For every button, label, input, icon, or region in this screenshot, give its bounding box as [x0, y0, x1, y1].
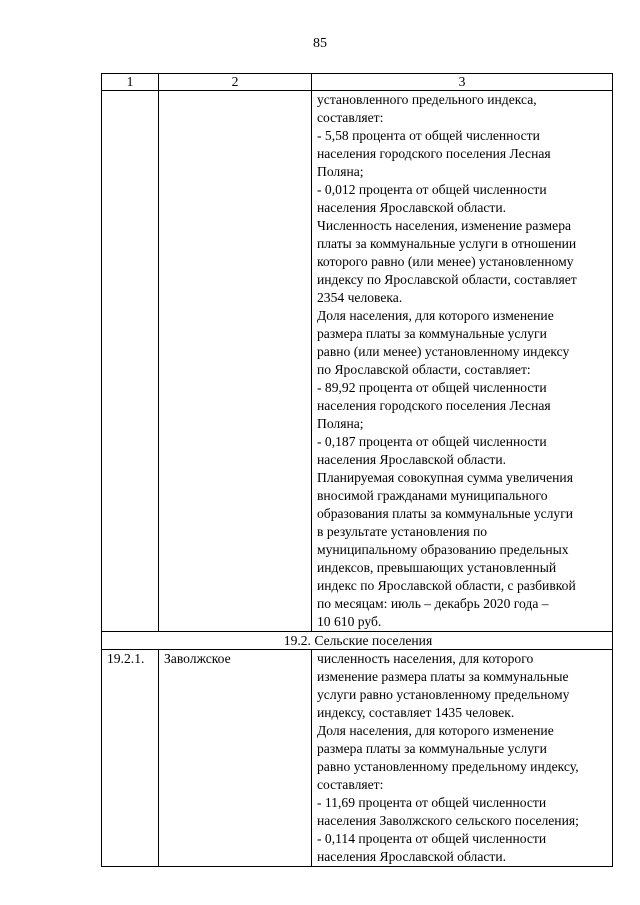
row-number-cell: [102, 91, 159, 632]
text-line: платы за коммунальные услуги в отношении: [317, 236, 577, 251]
text-line: Поляна;: [317, 164, 364, 179]
header-col-2: 2: [159, 74, 312, 91]
text-line: вносимой гражданами муниципального: [317, 488, 548, 503]
table-row-zavolzhskoe: [102, 650, 613, 867]
text-line: индексу по Ярославской области, составляет: [317, 272, 577, 287]
text-line: Доля населения, для которого изменение: [317, 723, 554, 738]
text-line: индексу, составляет 1435 человек.: [317, 705, 515, 720]
text-line: - 0,187 процента от общей численности: [317, 434, 547, 449]
text-line: - 0,114 процента от общей численности: [317, 831, 547, 846]
text-line: составляет:: [317, 777, 384, 792]
text-line: услуги равно установленному предельному: [317, 687, 570, 702]
text-line: Поляна;: [317, 416, 364, 431]
text-line: населения Ярославской области.: [317, 200, 507, 215]
text-line: индексов, превышающих установленный: [317, 560, 557, 575]
text-line: - 11,69 процента от общей численности: [317, 795, 547, 810]
text-line: населения городского поселения Лесная: [317, 398, 551, 413]
text-line: составляет:: [317, 110, 384, 125]
text-line: равно (или менее) установленному индексу: [317, 344, 570, 359]
text-line: населения городского поселения Лесная: [317, 146, 551, 161]
text-line: образования платы за коммунальные услуги: [317, 506, 574, 521]
text-line: Планируемая совокупная сумма увеличения: [317, 470, 573, 485]
section-title: 19.2. Сельские поселения: [102, 632, 613, 650]
text-line: равно установленному предельному индексу,: [317, 759, 579, 774]
text-line: населения Ярославской области.: [317, 849, 507, 864]
row-number-cell: 19.2.1.: [102, 650, 159, 867]
row-description-cell: [312, 91, 613, 632]
text-line: размера платы за коммунальные услуги: [317, 326, 547, 341]
text-line: численность населения, для которого: [317, 651, 534, 666]
text-line: 10 610 руб.: [317, 614, 382, 629]
row-name-cell: [159, 91, 312, 632]
text-line: - 0,012 процента от общей численности: [317, 182, 547, 197]
text-line: населения Ярославской области.: [317, 452, 507, 467]
text-line: 2354 человека.: [317, 290, 403, 305]
text-line: - 89,92 процента от общей численности: [317, 380, 547, 395]
text-line: - 5,58 процента от общей численности: [317, 128, 540, 143]
section-row: [102, 632, 613, 650]
text-line: в результате установления по: [317, 524, 488, 539]
text-line: установленного предельного индекса,: [317, 92, 537, 107]
header-col-3: 3: [312, 74, 613, 91]
table-header-row: [102, 74, 613, 91]
text-line: Численность населения, изменение размера: [317, 218, 572, 233]
row-name-cell: Заволжское: [159, 650, 312, 867]
data-table: [101, 73, 613, 867]
text-line: по месяцам: июль – декабрь 2020 года –: [317, 596, 549, 611]
row-description-cell: [312, 650, 613, 867]
text-line: изменение размера платы за коммунальные: [317, 669, 569, 684]
text-line: Доля населения, для которого изменение: [317, 308, 554, 323]
text-line: по Ярославской области, составляет:: [317, 362, 531, 377]
text-line: индекс по Ярославской области, с разбивкой: [317, 578, 576, 593]
page-number: 85: [313, 36, 327, 51]
text-line: муниципальному образованию предельных: [317, 542, 569, 557]
text-line: размера платы за коммунальные услуги: [317, 741, 547, 756]
header-col-1: 1: [102, 74, 159, 91]
table-row-continuation: [102, 91, 613, 632]
text-line: населения Заволжского сельского поселения;: [317, 813, 579, 828]
text-line: которого равно (или менее) установленному: [317, 254, 574, 269]
